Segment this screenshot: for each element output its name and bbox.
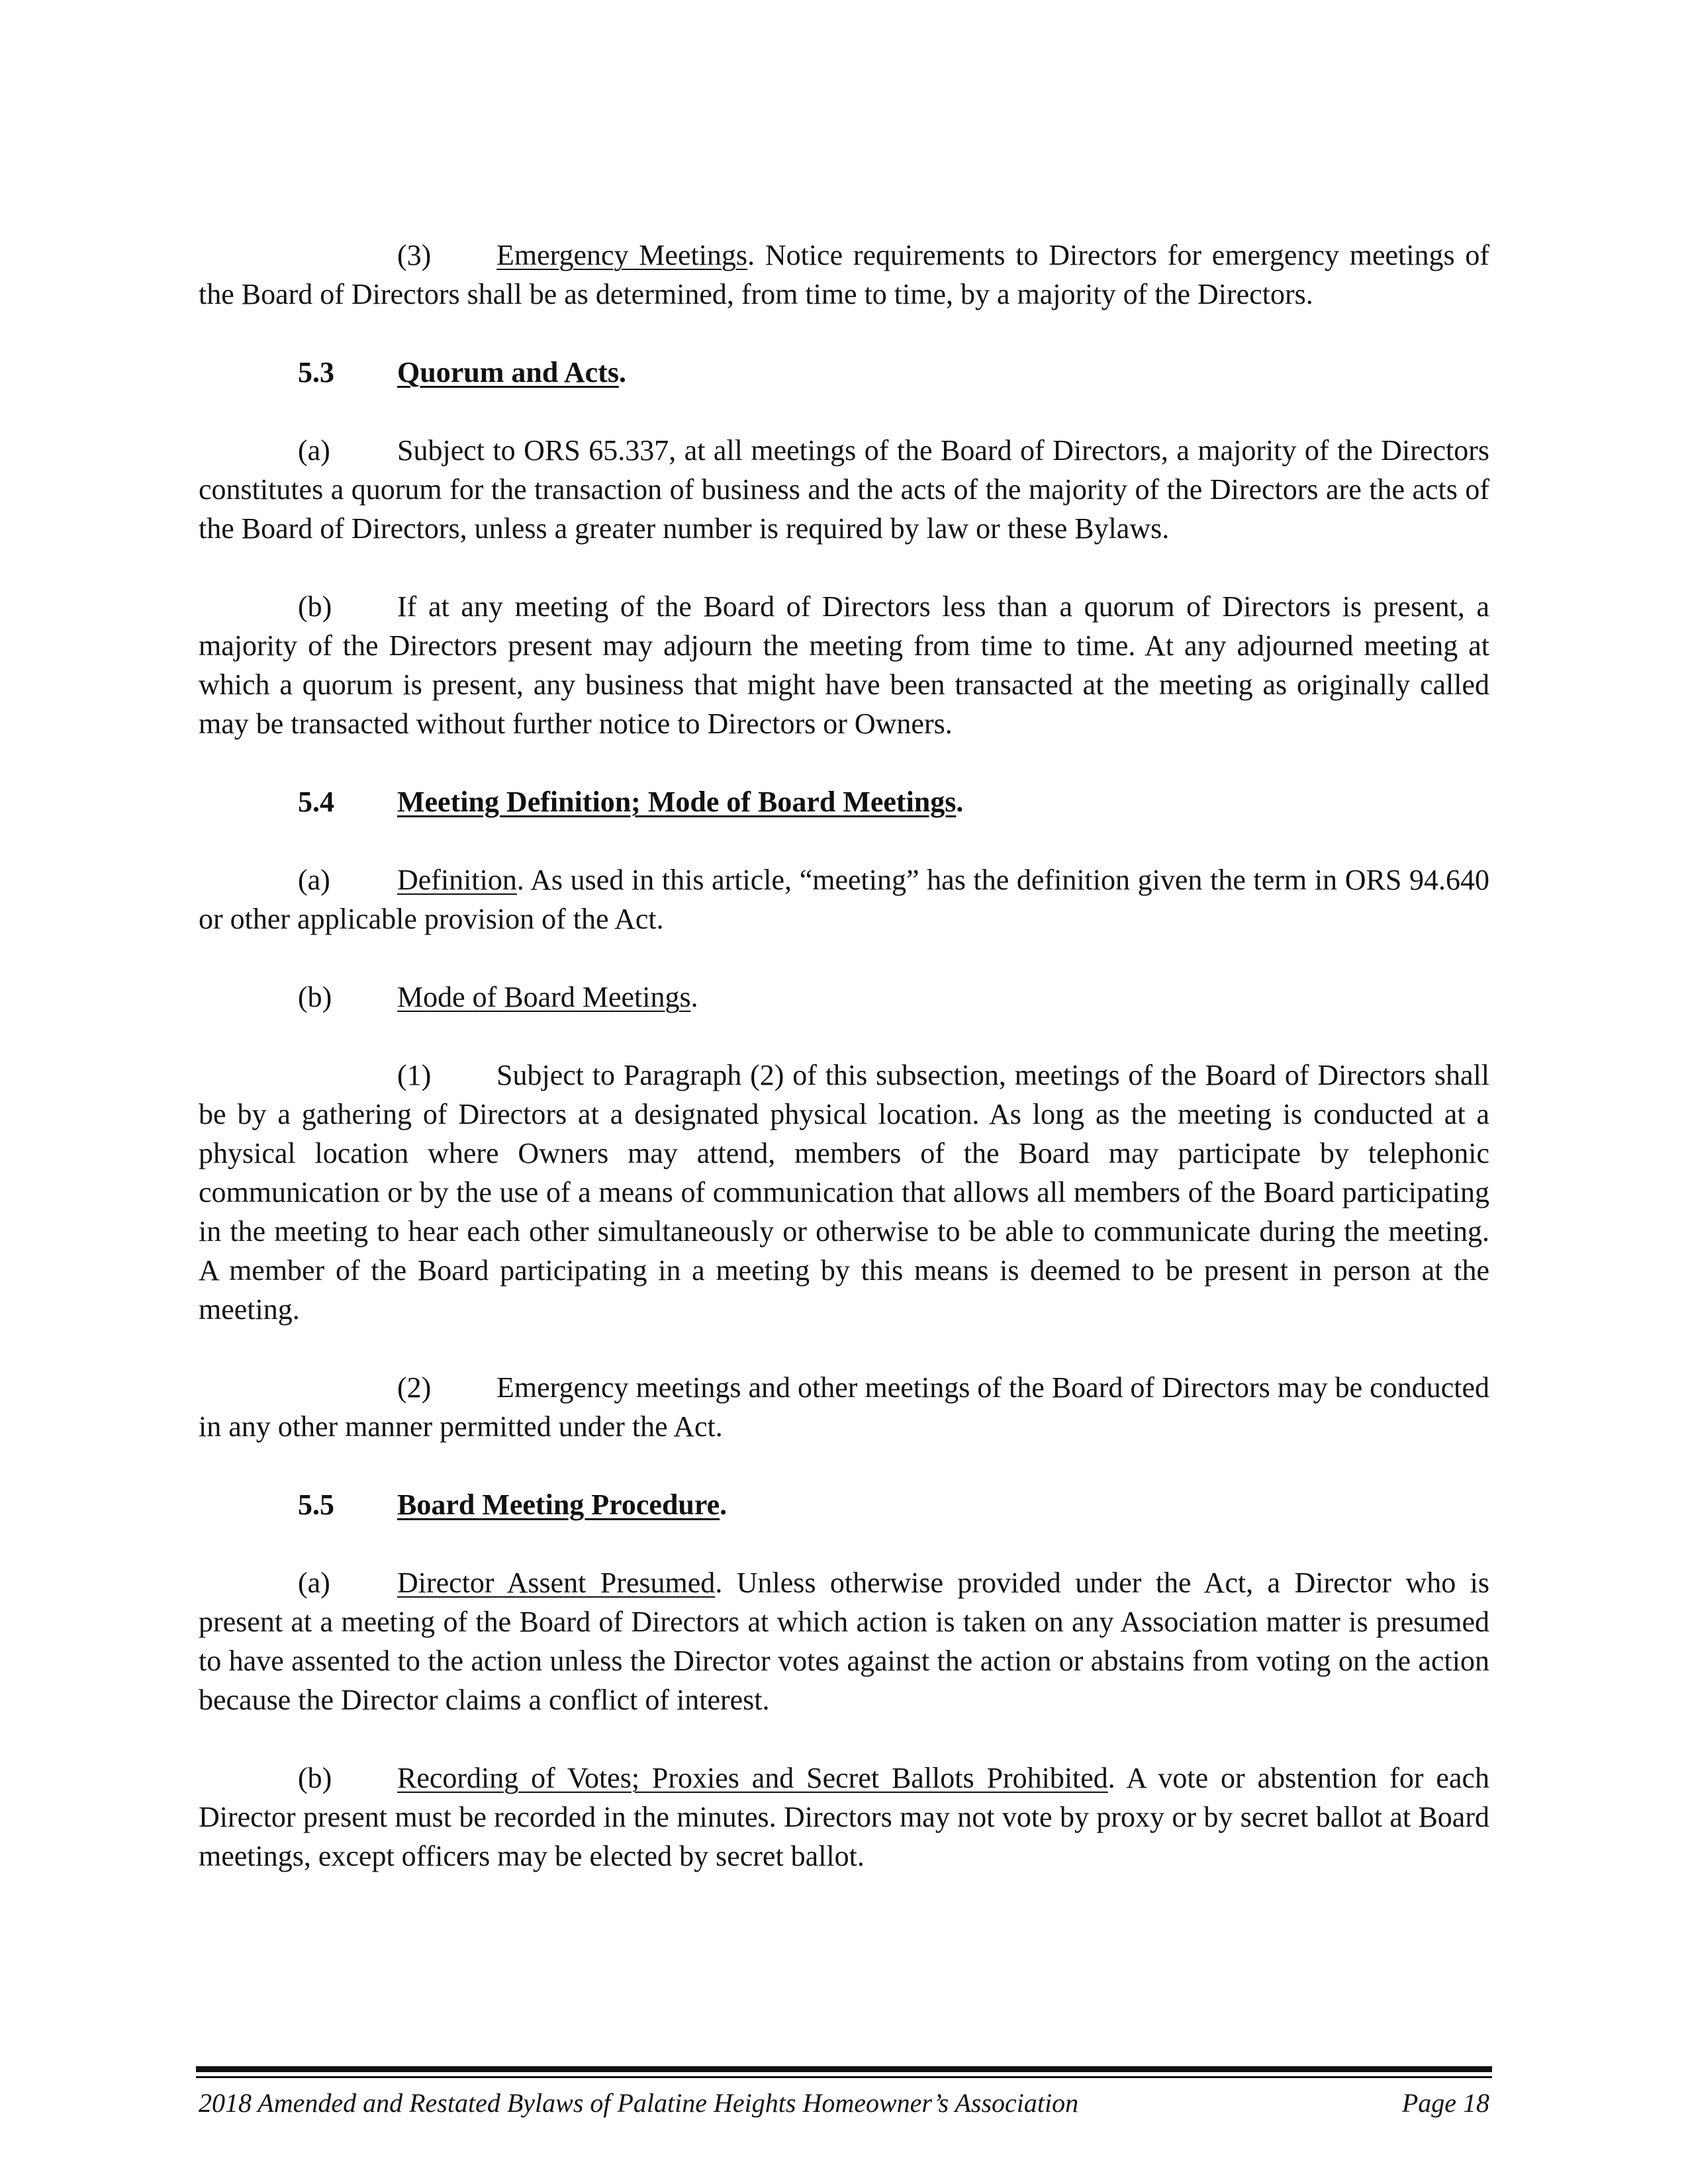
section-number: 5.4 <box>298 786 334 818</box>
section-heading-5-3 <box>298 353 1489 392</box>
section-title-end: . <box>720 1488 727 1521</box>
paragraph-mode-1 <box>199 1056 1489 1329</box>
section-title-end: . <box>618 356 626 388</box>
section-title: Quorum and Acts <box>397 356 619 388</box>
section-title: Meeting Definition; Mode of Board Meetings <box>397 786 957 818</box>
paragraph-mode-of-meetings <box>199 978 1489 1017</box>
paragraph-recording-votes <box>199 1758 1489 1876</box>
paragraph-number: (b) <box>298 981 332 1013</box>
paragraph-definition <box>199 860 1489 938</box>
paragraph-title: Definition <box>397 864 517 896</box>
paragraph-number: (3) <box>397 239 432 271</box>
paragraph-number: (b) <box>298 1762 332 1794</box>
section-heading-5-5 <box>298 1485 1489 1524</box>
paragraph-emergency-meetings <box>199 236 1489 314</box>
paragraph-text: . A vote or abstention for each Director present must be recorded in the minutes. Directors may not vote by proxy or by secret ballot at Board meetings, except officers may be elected by secret ballot. <box>199 1762 1489 1872</box>
paragraph-title-end: . <box>690 981 698 1013</box>
page-body <box>199 236 1489 1876</box>
paragraph-quorum-b <box>199 587 1489 743</box>
paragraph-title: Emergency Meetings <box>496 239 748 271</box>
section-title: Board Meeting Procedure <box>397 1488 720 1521</box>
paragraph-mode-2 <box>199 1368 1489 1446</box>
section-heading-5-4 <box>298 782 1489 821</box>
footer-rule-thick <box>196 2066 1492 2072</box>
paragraph-director-assent <box>199 1563 1489 1719</box>
footer-rule-thin <box>196 2076 1492 2078</box>
page-footer <box>199 2083 1489 2123</box>
paragraph-title: Recording of Votes; Proxies and Secret Ballots Prohibited <box>397 1762 1108 1794</box>
paragraph-text: . Unless otherwise provided under the Act, a Director who is present at a meeting of the Board of Directors at which action is taken on any Association matter is presumed to have assented to the action unless the Director votes against the action or abstains from voting on the action because the Director claims a conflict of interest. <box>199 1567 1489 1716</box>
paragraph-title: Mode of Board Meetings <box>397 981 691 1013</box>
paragraph-number: (a) <box>298 1567 330 1599</box>
paragraph-text: If at any meeting of the Board of Directors less than a quorum of Directors is present, a majority of the Directors present may adjourn the meeting from time to time. At any adjourned meeting at which a quorum is present, any business that might have been transacted at the meeting as originally called may be transacted without further notice to Directors or Owners. <box>199 590 1489 740</box>
paragraph-number: (a) <box>298 434 330 467</box>
footer-document-title: 2018 Amended and Restated Bylaws of Palatine Heights Homeowner’s Association <box>199 2088 1079 2118</box>
section-title-end: . <box>956 786 964 818</box>
paragraph-text: . Notice requirements to Directors for emergency meetings of the Board of Directors shall be as determined, from time to time, by a majority of the Directors. <box>199 239 1489 310</box>
paragraph-text: Emergency meetings and other meetings of the Board of Directors may be conducted in any other manner permitted under the Act. <box>199 1371 1489 1443</box>
paragraph-text: Subject to ORS 65.337, at all meetings of the Board of Directors, a majority of the Directors constitutes a quorum for the transaction of business and the acts of the majority of the Directors are the acts of the Board of Directors, unless a greater number is required by law or these Bylaws. <box>199 434 1489 545</box>
paragraph-text: . As used in this article, “meeting” has the definition given the term in ORS 94.640 or other applicable provision of the Act. <box>199 864 1489 935</box>
paragraph-number: (2) <box>397 1371 432 1404</box>
paragraph-quorum-a <box>199 431 1489 548</box>
paragraph-title: Director Assent Presumed <box>397 1567 716 1599</box>
footer-page-number: Page 18 <box>1401 2088 1489 2118</box>
section-number: 5.3 <box>298 356 334 388</box>
paragraph-number: (1) <box>397 1059 432 1091</box>
section-number: 5.5 <box>298 1488 334 1521</box>
paragraph-text: Subject to Paragraph (2) of this subsection, meetings of the Board of Directors shall be by a gathering of Directors at a designated physical location. As long as the meeting is conducted at a physical location where Owners may attend, members of the Board may participate by telephonic communication or by the use of a means of communication that allows all members of the Board participating in the meeting to hear each other simultaneously or otherwise to be able to communicate during the meeting. A member of the Board participating in a meeting by this means is deemed to be present in person at the meeting. <box>199 1059 1489 1326</box>
paragraph-number: (b) <box>298 590 332 623</box>
paragraph-number: (a) <box>298 864 330 896</box>
